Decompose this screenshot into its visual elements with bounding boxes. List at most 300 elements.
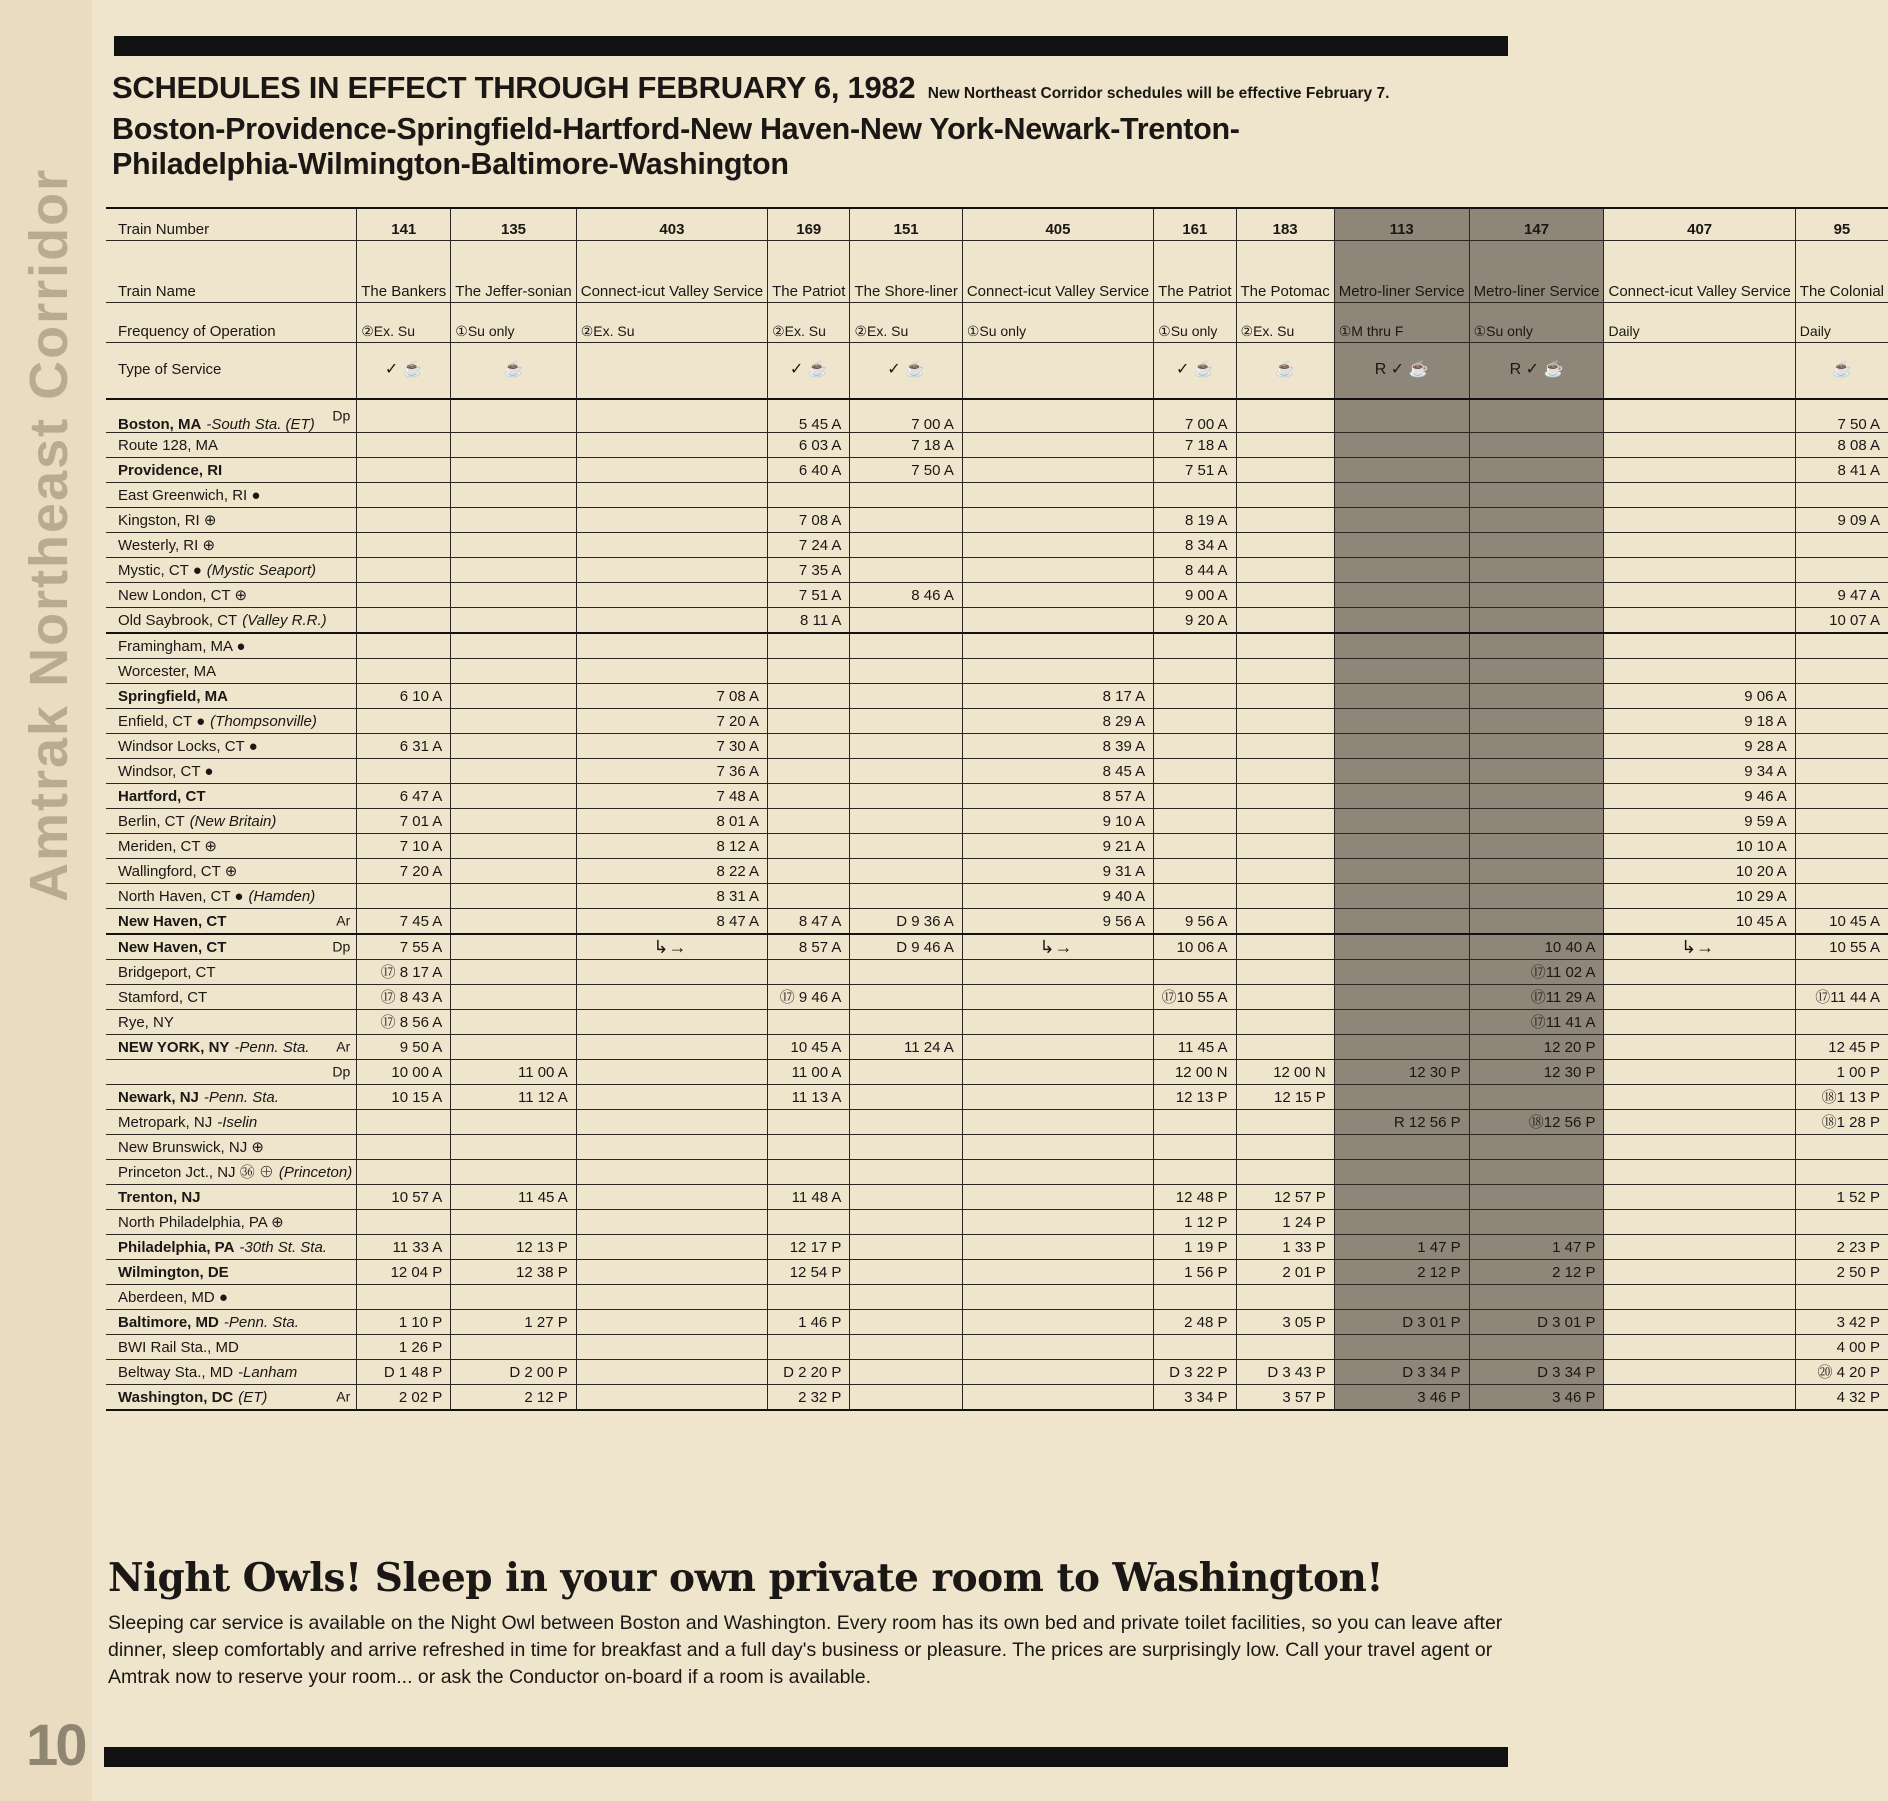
time-cell: [962, 985, 1153, 1010]
time-cell: [1334, 1335, 1469, 1360]
time-cell: [1154, 483, 1236, 508]
time-cell: 10 20 A: [1604, 859, 1795, 884]
time-cell: [1334, 985, 1469, 1010]
time-cell: [1236, 1110, 1334, 1135]
station-name-cell: [106, 1060, 357, 1085]
time-cell: [1795, 1135, 1888, 1160]
headline-note: New Northeast Corridor schedules will be effective February 7.: [927, 85, 1390, 102]
time-cell: [1795, 859, 1888, 884]
station-name: Washington, DC: [118, 1388, 234, 1406]
train-number-cell: 407: [1604, 208, 1795, 241]
time-cell: 2 12 P: [1334, 1260, 1469, 1285]
time-cell: 11 24 A: [850, 1035, 962, 1060]
time-cell: [768, 1335, 850, 1360]
time-cell: [451, 859, 576, 884]
time-cell: 7 55 A: [357, 934, 451, 960]
station-name-cell: [106, 960, 357, 985]
time-cell: 12 48 P: [1154, 1185, 1236, 1210]
time-cell: [768, 1160, 850, 1185]
time-cell: 11 13 A: [768, 1085, 850, 1110]
time-cell: [1334, 884, 1469, 909]
train-number-cell: 113: [1334, 208, 1469, 241]
time-cell: [1469, 458, 1604, 483]
station-subname: (New Britain): [189, 812, 277, 830]
time-cell: [962, 1060, 1153, 1085]
time-cell: [962, 1035, 1153, 1060]
time-cell: 9 00 A: [1154, 583, 1236, 608]
time-cell: [576, 1010, 767, 1035]
train-number-cell: 169: [768, 208, 850, 241]
station-name-cell: [106, 1210, 357, 1235]
train-number-cell: 147: [1469, 208, 1604, 241]
time-cell: 6 31 A: [357, 734, 451, 759]
time-cell: [962, 583, 1153, 608]
train-number-cell: 141: [357, 208, 451, 241]
time-cell: [1334, 1035, 1469, 1060]
time-cell: 1 12 P: [1154, 1210, 1236, 1235]
station-name: NEW YORK, NY: [118, 1038, 230, 1056]
time-cell: [1236, 1335, 1334, 1360]
time-cell: [357, 659, 451, 684]
time-cell: D 3 34 P: [1469, 1360, 1604, 1385]
station-name-cell: [106, 1310, 357, 1335]
station-name: Windsor Locks, CT ●: [118, 737, 258, 755]
station-name-cell: [106, 608, 357, 634]
time-cell: [962, 533, 1153, 558]
time-cell: [850, 1010, 962, 1035]
time-cell: [451, 433, 576, 458]
time-cell: 8 11 A: [768, 608, 850, 634]
time-cell: 2 48 P: [1154, 1310, 1236, 1335]
train-service-cell: ✓ ☕: [1154, 343, 1236, 400]
time-cell: [1604, 533, 1795, 558]
time-cell: [850, 558, 962, 583]
time-cell: [1154, 633, 1236, 659]
time-cell: [1154, 1135, 1236, 1160]
time-cell: [1236, 583, 1334, 608]
time-cell: 3 42 P: [1795, 1310, 1888, 1335]
time-cell: [768, 734, 850, 759]
station-name: Providence, RI: [118, 461, 223, 479]
arrive-depart-mark: Ar: [336, 1038, 351, 1055]
time-cell: 2 02 P: [357, 1385, 451, 1411]
time-cell: ⑱1 28 P: [1795, 1110, 1888, 1135]
time-cell: 11 12 A: [451, 1085, 576, 1110]
station-subname: -South Sta. (ET): [206, 416, 315, 433]
time-cell: [768, 633, 850, 659]
time-cell: [451, 533, 576, 558]
time-cell: [451, 583, 576, 608]
time-cell: [451, 1010, 576, 1035]
time-cell: [768, 709, 850, 734]
time-cell: 12 45 P: [1795, 1035, 1888, 1060]
time-cell: [1334, 809, 1469, 834]
time-cell: ⑱12 56 P: [1469, 1110, 1604, 1135]
time-cell: ↳→: [1604, 934, 1795, 960]
time-cell: [576, 985, 767, 1010]
time-cell: [1604, 1385, 1795, 1411]
time-cell: 7 51 A: [1154, 458, 1236, 483]
time-cell: 8 22 A: [576, 859, 767, 884]
time-cell: [962, 1110, 1153, 1135]
station-row: [106, 508, 1888, 533]
time-cell: [850, 834, 962, 859]
time-cell: 8 29 A: [962, 709, 1153, 734]
time-cell: [962, 483, 1153, 508]
time-cell: ⑳ 4 20 P: [1795, 1360, 1888, 1385]
train-name-cell: Connect-icut Valley Service: [576, 241, 767, 303]
station-row: [106, 859, 1888, 884]
station-row: [106, 1085, 1888, 1110]
time-cell: 9 34 A: [1604, 759, 1795, 784]
time-cell: [357, 533, 451, 558]
time-cell: 6 10 A: [357, 684, 451, 709]
time-cell: ⑱1 13 P: [1795, 1085, 1888, 1110]
time-cell: [850, 1260, 962, 1285]
station-row: [106, 1260, 1888, 1285]
station-row: [106, 1185, 1888, 1210]
time-cell: D 9 36 A: [850, 909, 962, 935]
time-cell: [1795, 1210, 1888, 1235]
station-name-cell: [106, 859, 357, 884]
time-cell: [1334, 734, 1469, 759]
time-cell: [576, 483, 767, 508]
time-cell: [1795, 483, 1888, 508]
time-cell: [357, 1110, 451, 1135]
time-cell: [1236, 608, 1334, 634]
time-cell: [850, 809, 962, 834]
time-cell: [850, 884, 962, 909]
time-cell: [768, 684, 850, 709]
station-name-cell: [106, 884, 357, 909]
time-cell: 7 18 A: [1154, 433, 1236, 458]
time-cell: [1604, 1335, 1795, 1360]
time-cell: [451, 985, 576, 1010]
station-name: BWI Rail Sta., MD: [118, 1338, 239, 1356]
time-cell: [357, 633, 451, 659]
time-cell: [1236, 1135, 1334, 1160]
station-row: [106, 759, 1888, 784]
time-cell: [576, 1260, 767, 1285]
time-cell: [1236, 558, 1334, 583]
time-cell: [1795, 734, 1888, 759]
time-cell: [1334, 1135, 1469, 1160]
time-cell: [1154, 1160, 1236, 1185]
time-cell: [357, 483, 451, 508]
time-cell: [1469, 734, 1604, 759]
time-cell: 9 21 A: [962, 834, 1153, 859]
time-cell: [357, 1160, 451, 1185]
station-name: Philadelphia, PA: [118, 1238, 235, 1256]
time-cell: [1236, 1160, 1334, 1185]
train-number-cell: 161: [1154, 208, 1236, 241]
time-cell: 9 47 A: [1795, 583, 1888, 608]
time-cell: [451, 909, 576, 935]
train-freq-cell: ①Su only: [451, 303, 576, 343]
time-cell: 10 15 A: [357, 1085, 451, 1110]
station-name-cell: [106, 909, 357, 935]
time-cell: [357, 508, 451, 533]
time-cell: [962, 1310, 1153, 1335]
time-cell: [1604, 1110, 1795, 1135]
time-cell: [1795, 884, 1888, 909]
train-name-cell: The Potomac: [1236, 241, 1334, 303]
station-name-cell: [106, 508, 357, 533]
time-cell: [1604, 960, 1795, 985]
time-cell: [962, 508, 1153, 533]
time-cell: D 3 01 P: [1334, 1310, 1469, 1335]
time-cell: [451, 1035, 576, 1060]
station-name: Newark, NJ: [118, 1088, 199, 1106]
time-cell: [576, 1210, 767, 1235]
time-cell: 1 24 P: [1236, 1210, 1334, 1235]
station-row: [106, 659, 1888, 684]
time-cell: [1154, 960, 1236, 985]
time-cell: [1334, 583, 1469, 608]
time-cell: [451, 960, 576, 985]
time-cell: [576, 1335, 767, 1360]
time-cell: [850, 859, 962, 884]
time-cell: 7 45 A: [357, 909, 451, 935]
time-cell: [1154, 834, 1236, 859]
time-cell: [1154, 1110, 1236, 1135]
time-cell: 9 59 A: [1604, 809, 1795, 834]
station-name: Springfield, MA: [118, 687, 228, 705]
time-cell: 7 00 A: [850, 399, 962, 433]
time-cell: [962, 1335, 1153, 1360]
time-cell: 8 46 A: [850, 583, 962, 608]
time-cell: [850, 633, 962, 659]
time-cell: [451, 1335, 576, 1360]
station-subname: -Penn. Sta.: [203, 1088, 279, 1106]
station-name: Mystic, CT ●: [118, 561, 202, 579]
time-cell: [1795, 784, 1888, 809]
time-cell: [1469, 859, 1604, 884]
time-cell: [1334, 1285, 1469, 1310]
time-cell: 9 40 A: [962, 884, 1153, 909]
time-cell: [576, 533, 767, 558]
time-cell: [1469, 759, 1604, 784]
time-cell: [1154, 859, 1236, 884]
time-cell: [1236, 433, 1334, 458]
station-name-cell: [106, 1135, 357, 1160]
time-cell: 2 12 P: [1469, 1260, 1604, 1285]
train-number-cell: 151: [850, 208, 962, 241]
time-cell: [576, 1385, 767, 1411]
time-cell: [962, 1385, 1153, 1411]
time-cell: [576, 1285, 767, 1310]
time-cell: [962, 1135, 1153, 1160]
time-cell: [962, 1160, 1153, 1185]
time-cell: [1154, 659, 1236, 684]
train-freq-cell: Daily: [1795, 303, 1888, 343]
station-row: [106, 934, 1888, 960]
time-cell: [1469, 884, 1604, 909]
station-name-cell: [106, 809, 357, 834]
train-name-cell: The Patriot: [768, 241, 850, 303]
time-cell: 2 32 P: [768, 1385, 850, 1411]
station-name: Hartford, CT: [118, 787, 206, 805]
time-cell: [768, 859, 850, 884]
station-name-cell: [106, 834, 357, 859]
train-service-cell: ✓ ☕: [357, 343, 451, 400]
station-name-cell: [106, 1035, 357, 1060]
time-cell: [962, 1360, 1153, 1385]
time-cell: 9 06 A: [1604, 684, 1795, 709]
station-name-cell: [106, 1260, 357, 1285]
time-cell: [768, 960, 850, 985]
time-cell: [357, 583, 451, 608]
station-name-cell: [106, 1335, 357, 1360]
time-cell: [962, 608, 1153, 634]
station-name: Wilmington, DE: [118, 1263, 229, 1281]
time-cell: [850, 1085, 962, 1110]
time-cell: [1604, 1310, 1795, 1335]
station-name: Baltimore, MD: [118, 1313, 219, 1331]
time-cell: 1 33 P: [1236, 1235, 1334, 1260]
time-cell: 11 33 A: [357, 1235, 451, 1260]
time-cell: 7 08 A: [576, 684, 767, 709]
time-cell: 10 45 A: [1795, 909, 1888, 935]
time-cell: [850, 1385, 962, 1411]
time-cell: [1154, 684, 1236, 709]
time-cell: [850, 1185, 962, 1210]
night-owl-body: Sleeping car service is available on the Night Owl between Boston and Washington. Every room has its own bed and private toilet facilities, so you can leave after dinner, sleep comfortably and arrive refreshed in time for breakfast and a full day's business or pleasure. The prices are surprisingly low. Call your travel agent or Amtrak now to reserve your room... or ask the Conductor on-board if a room is available.: [108, 1612, 1503, 1688]
time-cell: [1334, 784, 1469, 809]
time-cell: [357, 759, 451, 784]
time-cell: [1604, 1260, 1795, 1285]
time-cell: 12 20 P: [1469, 1035, 1604, 1060]
time-cell: 3 05 P: [1236, 1310, 1334, 1335]
time-cell: [1469, 784, 1604, 809]
time-cell: [1795, 684, 1888, 709]
row-label: Type of Service: [106, 343, 357, 400]
time-cell: [1154, 1335, 1236, 1360]
time-cell: [1795, 1285, 1888, 1310]
time-cell: 10 55 A: [1795, 934, 1888, 960]
time-cell: 8 34 A: [1154, 533, 1236, 558]
time-cell: [768, 483, 850, 508]
train-number-cell: 183: [1236, 208, 1334, 241]
station-row: [106, 985, 1888, 1010]
station-row: [106, 1035, 1888, 1060]
time-cell: [962, 558, 1153, 583]
time-cell: [451, 834, 576, 859]
time-cell: [1236, 809, 1334, 834]
time-cell: [1604, 508, 1795, 533]
time-cell: 1 52 P: [1795, 1185, 1888, 1210]
time-cell: 9 28 A: [1604, 734, 1795, 759]
station-row: [106, 433, 1888, 458]
station-name: Berlin, CT: [118, 812, 185, 830]
time-cell: [1795, 558, 1888, 583]
station-name: Old Saybrook, CT: [118, 611, 238, 629]
time-cell: [1604, 659, 1795, 684]
station-name-cell: [106, 399, 357, 433]
time-cell: 2 50 P: [1795, 1260, 1888, 1285]
station-name-cell: [106, 1185, 357, 1210]
time-cell: [962, 1085, 1153, 1110]
station-name: Trenton, NJ: [118, 1188, 201, 1206]
time-cell: 8 19 A: [1154, 508, 1236, 533]
time-cell: [1604, 985, 1795, 1010]
station-row: [106, 709, 1888, 734]
time-cell: 7 50 A: [1795, 399, 1888, 433]
station-name-cell: [106, 1010, 357, 1035]
time-cell: [1334, 533, 1469, 558]
time-cell: [1469, 533, 1604, 558]
time-cell: [1469, 1285, 1604, 1310]
time-cell: 10 10 A: [1604, 834, 1795, 859]
time-cell: 7 20 A: [357, 859, 451, 884]
time-cell: [768, 1135, 850, 1160]
time-cell: [850, 1285, 962, 1310]
time-cell: [576, 508, 767, 533]
time-cell: 8 31 A: [576, 884, 767, 909]
time-cell: [1334, 659, 1469, 684]
train-freq-cell: ②Ex. Su: [768, 303, 850, 343]
time-cell: 11 00 A: [451, 1060, 576, 1085]
station-subname: (Valley R.R.): [242, 611, 327, 629]
time-cell: 2 12 P: [451, 1385, 576, 1411]
time-cell: [451, 809, 576, 834]
time-cell: [1469, 608, 1604, 634]
time-cell: [850, 709, 962, 734]
station-row: [106, 1110, 1888, 1135]
time-cell: 12 04 P: [357, 1260, 451, 1285]
time-cell: [1795, 533, 1888, 558]
time-cell: 7 36 A: [576, 759, 767, 784]
time-cell: 10 40 A: [1469, 934, 1604, 960]
time-cell: [1236, 458, 1334, 483]
route-title: Boston-Providence-Springfield-Hartford-New Haven-New York-Newark-Trenton-Philadelphia-Wilmington-Baltimore-Washington: [112, 112, 1240, 181]
timetable: [106, 207, 1888, 1411]
station-name-cell: [106, 1235, 357, 1260]
time-cell: [1236, 934, 1334, 960]
time-cell: [850, 508, 962, 533]
time-cell: [1236, 508, 1334, 533]
station-name-cell: [106, 483, 357, 508]
time-cell: [357, 1135, 451, 1160]
train-name-cell: The Bankers: [357, 241, 451, 303]
station-name: New London, CT ⊕: [118, 586, 248, 604]
time-cell: [1154, 759, 1236, 784]
time-cell: [1236, 684, 1334, 709]
time-cell: [451, 884, 576, 909]
time-cell: [576, 1085, 767, 1110]
time-cell: [1236, 533, 1334, 558]
time-cell: [850, 659, 962, 684]
station-name: Aberdeen, MD ●: [118, 1288, 228, 1306]
time-cell: [1154, 709, 1236, 734]
time-cell: 1 27 P: [451, 1310, 576, 1335]
station-subname: (Princeton): [278, 1163, 353, 1181]
station-name-cell: [106, 1160, 357, 1185]
time-cell: 1 47 P: [1469, 1235, 1604, 1260]
time-cell: [576, 1360, 767, 1385]
time-cell: 12 38 P: [451, 1260, 576, 1285]
time-cell: [1334, 1185, 1469, 1210]
train-freq-cell: ①Su only: [962, 303, 1153, 343]
time-cell: [1604, 1210, 1795, 1235]
time-cell: 7 24 A: [768, 533, 850, 558]
time-cell: [1604, 1010, 1795, 1035]
time-cell: 10 29 A: [1604, 884, 1795, 909]
time-cell: [576, 1235, 767, 1260]
station-name: Princeton Jct., NJ ㊱ ⊕: [118, 1163, 274, 1181]
time-cell: [357, 608, 451, 634]
time-cell: D 3 43 P: [1236, 1360, 1334, 1385]
